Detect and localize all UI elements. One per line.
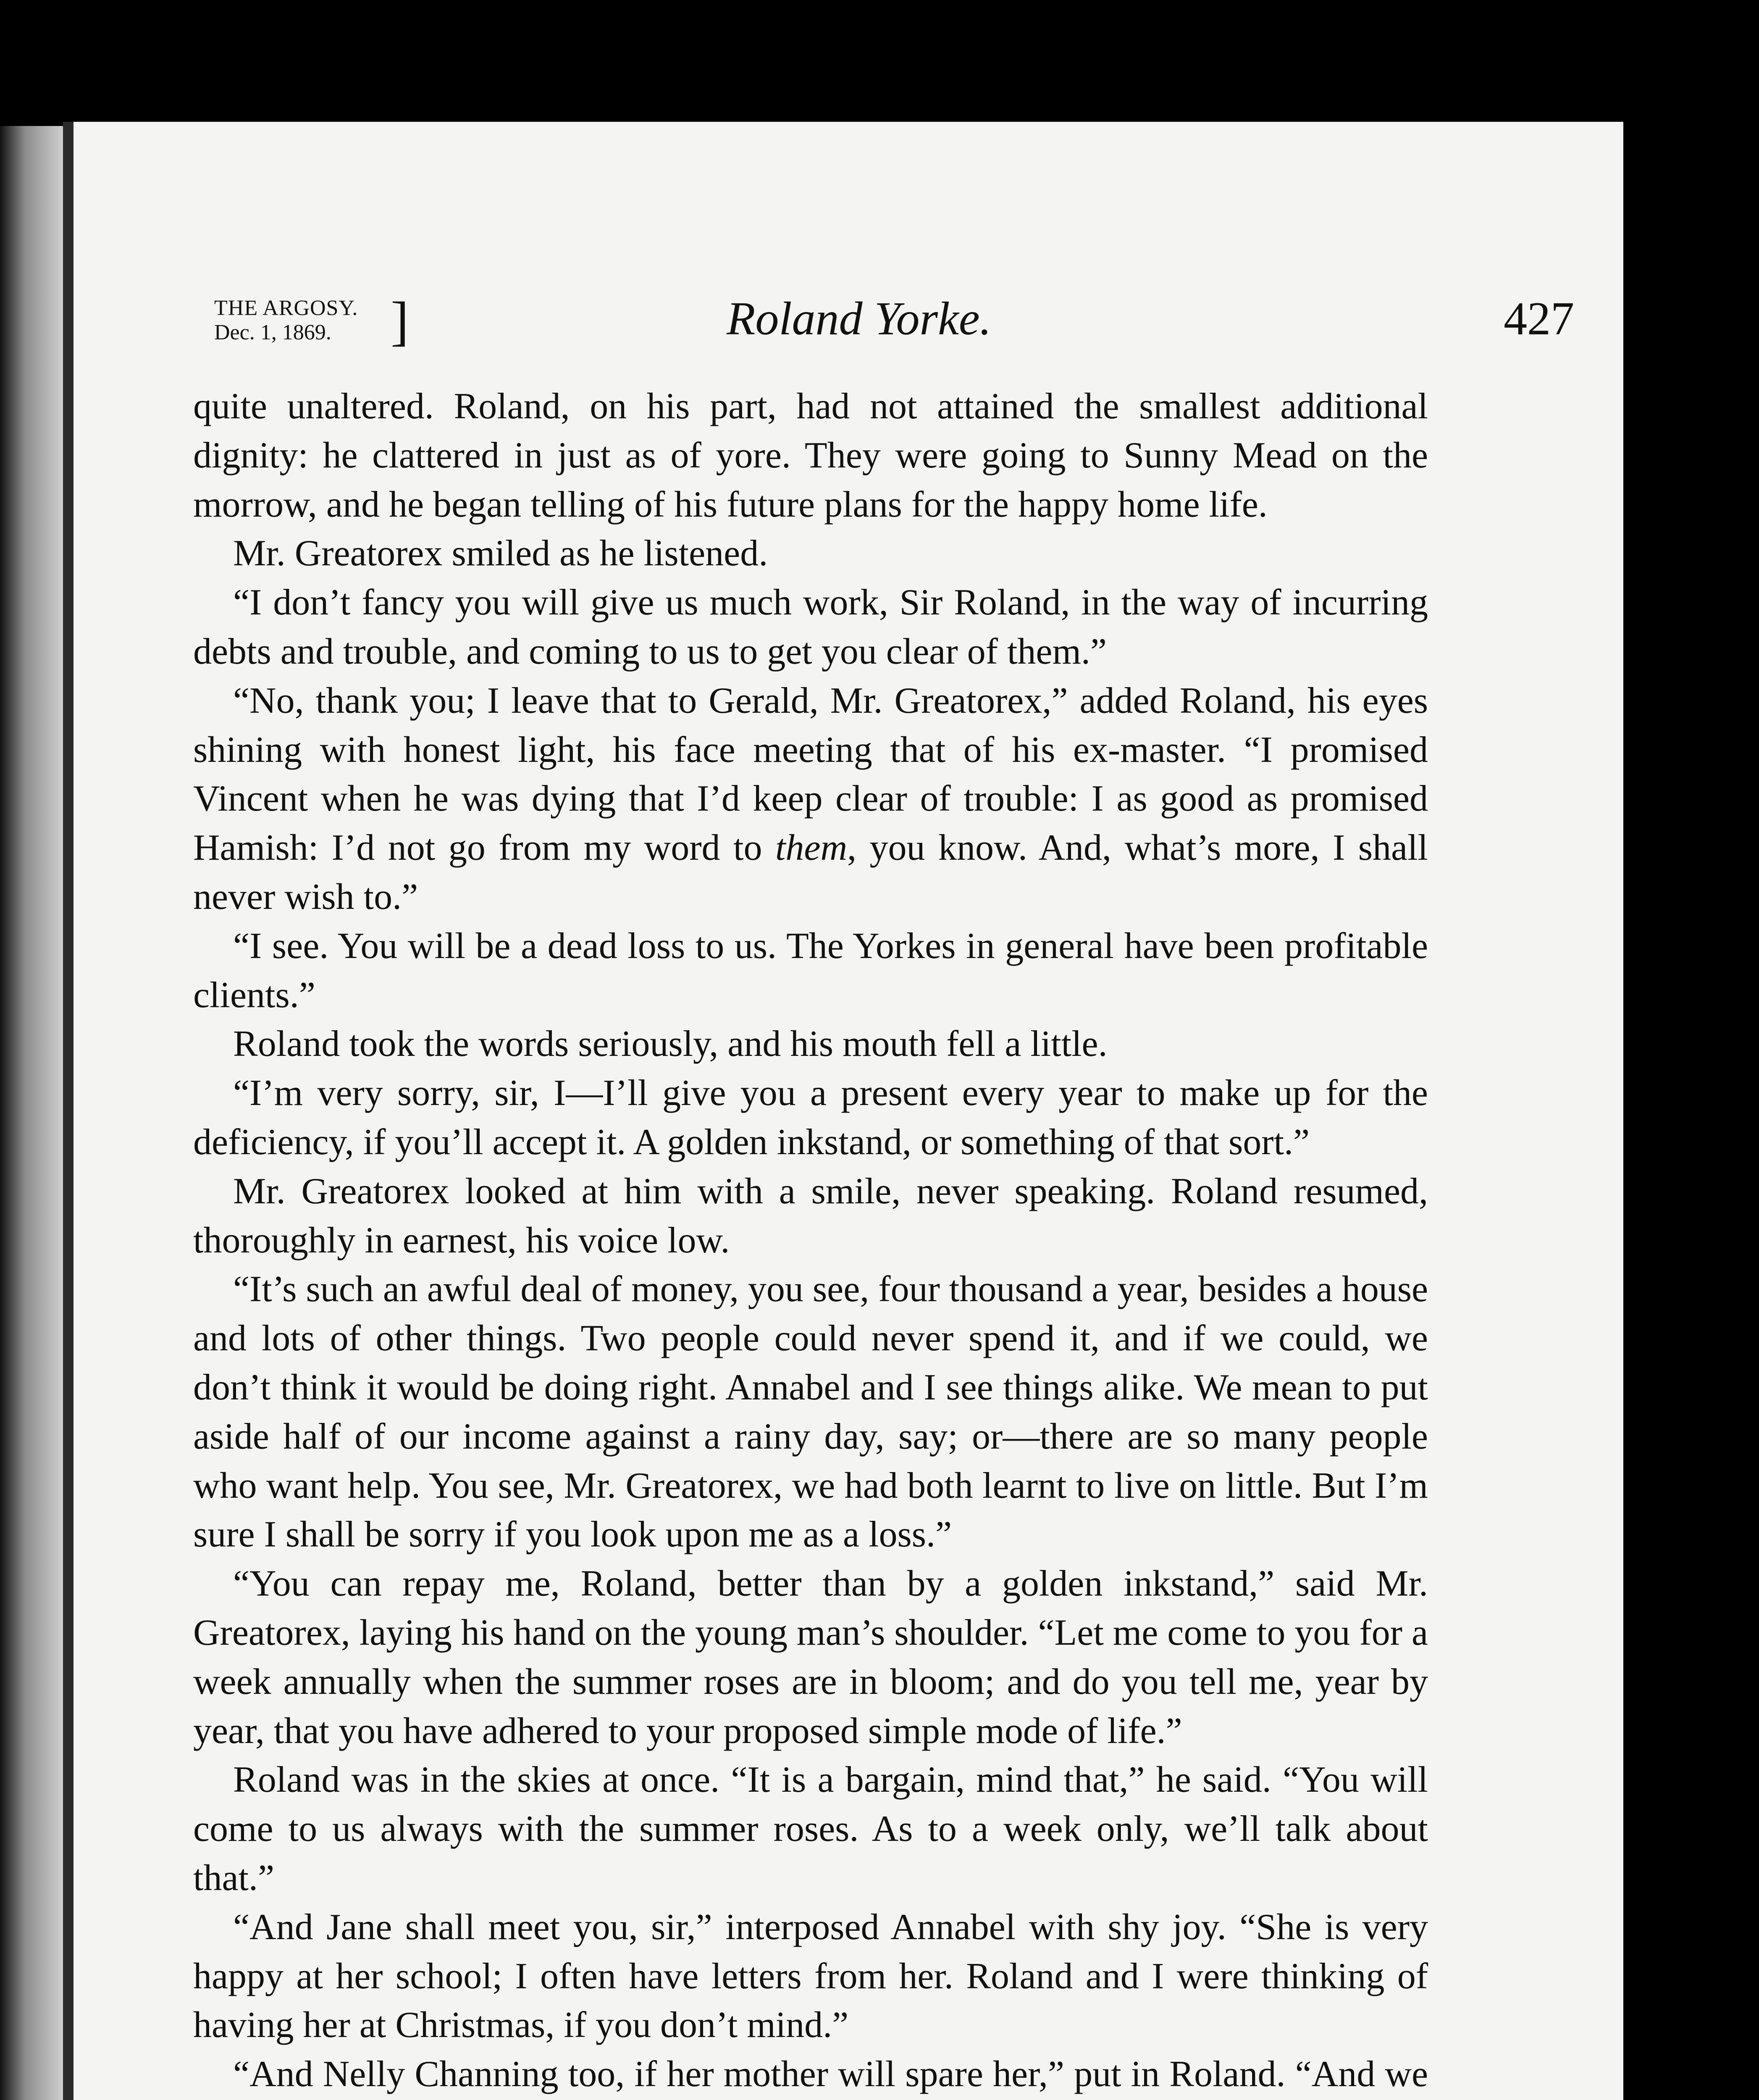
paragraph: “I’m very sorry, sir, I—I’ll give you a present every year to make up for the deficiency, if you’ll accept it. A golden inkstand, or something of that sort.”	[193, 1073, 1428, 1163]
emphasis: them	[775, 827, 848, 869]
paragraph: Mr. Greatorex smiled as he listened.	[233, 533, 768, 574]
paragraph: Mr. Greatorex looked at him with a smile, never speaking. Roland resumed, thoroughly in earnest, his voice low.	[193, 1171, 1428, 1261]
body-text	[193, 382, 1428, 2100]
paragraph-text: , you know. And, what’s more, I shall never wish to.”	[193, 827, 1428, 917]
header-bracket: ]	[391, 291, 409, 352]
paragraph: quite unaltered. Roland, on his part, had not attained the smallest additional dignity: he clattered in just as of yore. They were going to Sunny Mead on the morrow, and he began telling of his future plans for the happy home life.	[193, 386, 1428, 525]
running-title: Roland Yorke.	[727, 293, 992, 345]
previous-page-edge	[0, 126, 63, 2100]
paragraph: “You can repay me, Roland, better than by a golden inkstand,” said Mr. Greatorex, laying his hand on the young man’s shoulder. “Let me come to you for a week annually when the summer roses are in bloom; and do you tell me, year by year, that you have adhered to your proposed simple mode of life.”	[193, 1563, 1428, 1751]
paragraph: “I see. You will be a dead loss to us. The Yorkes in general have been profitable clients.”	[193, 925, 1428, 1016]
paragraph: Roland was in the skies at once. “It is a bargain, mind that,” he said. “You will come to us always with the summer roses. As to a week only, we’ll talk about that.”	[193, 1759, 1428, 1898]
paragraph: “And Jane shall meet you, sir,” interposed Annabel with shy joy. “She is very happy at her school; I often have letters from her. Roland and I were thinking of having her at Christmas, if you don’t mind.”	[193, 1906, 1428, 2046]
page-gutter	[63, 122, 74, 2100]
paragraph: Roland took the words seriously, and his mouth fell a little.	[233, 1024, 1108, 1065]
paragraph-text: “No, thank you; I leave that to Gerald, Mr. Greatorex,” added Roland, his eyes shining with honest light, his face meeting that of his ex-master. “I promised Vincent when he was dying that I’d keep clear of trouble: I as good as promised Hamish: I’d not go from my word to	[193, 680, 1428, 869]
paragraph	[193, 677, 1428, 922]
running-header	[139, 187, 1574, 352]
paragraph: “It’s such an awful deal of money, you see, four thousand a year, besides a house and lots of other things. Two people could never spend it, and if we could, we don’t think it would be doing right. Annabel and I see things alike. We mean to put aside half of our income against a rainy day, say; or—there are so many people who want help. You see, Mr. Greatorex, we had both learnt to live on little. But I’m sure I shall be sorry if you look upon me as a loss.”	[193, 1269, 1428, 1555]
publication-date: Dec. 1, 1869.	[214, 320, 331, 344]
paragraph: “I don’t fancy you will give us much work, Sir Roland, in the way of incurring debts and trouble, and coming to us to get you clear of them.”	[193, 582, 1428, 672]
publication-name: THE ARGOSY.	[214, 296, 358, 320]
paragraph: “And Nelly Channing too, if her mother will spare her,” put in Roland. “And we	[233, 2054, 1428, 2095]
publication-note	[214, 291, 409, 352]
page-number: 427	[1504, 293, 1574, 345]
